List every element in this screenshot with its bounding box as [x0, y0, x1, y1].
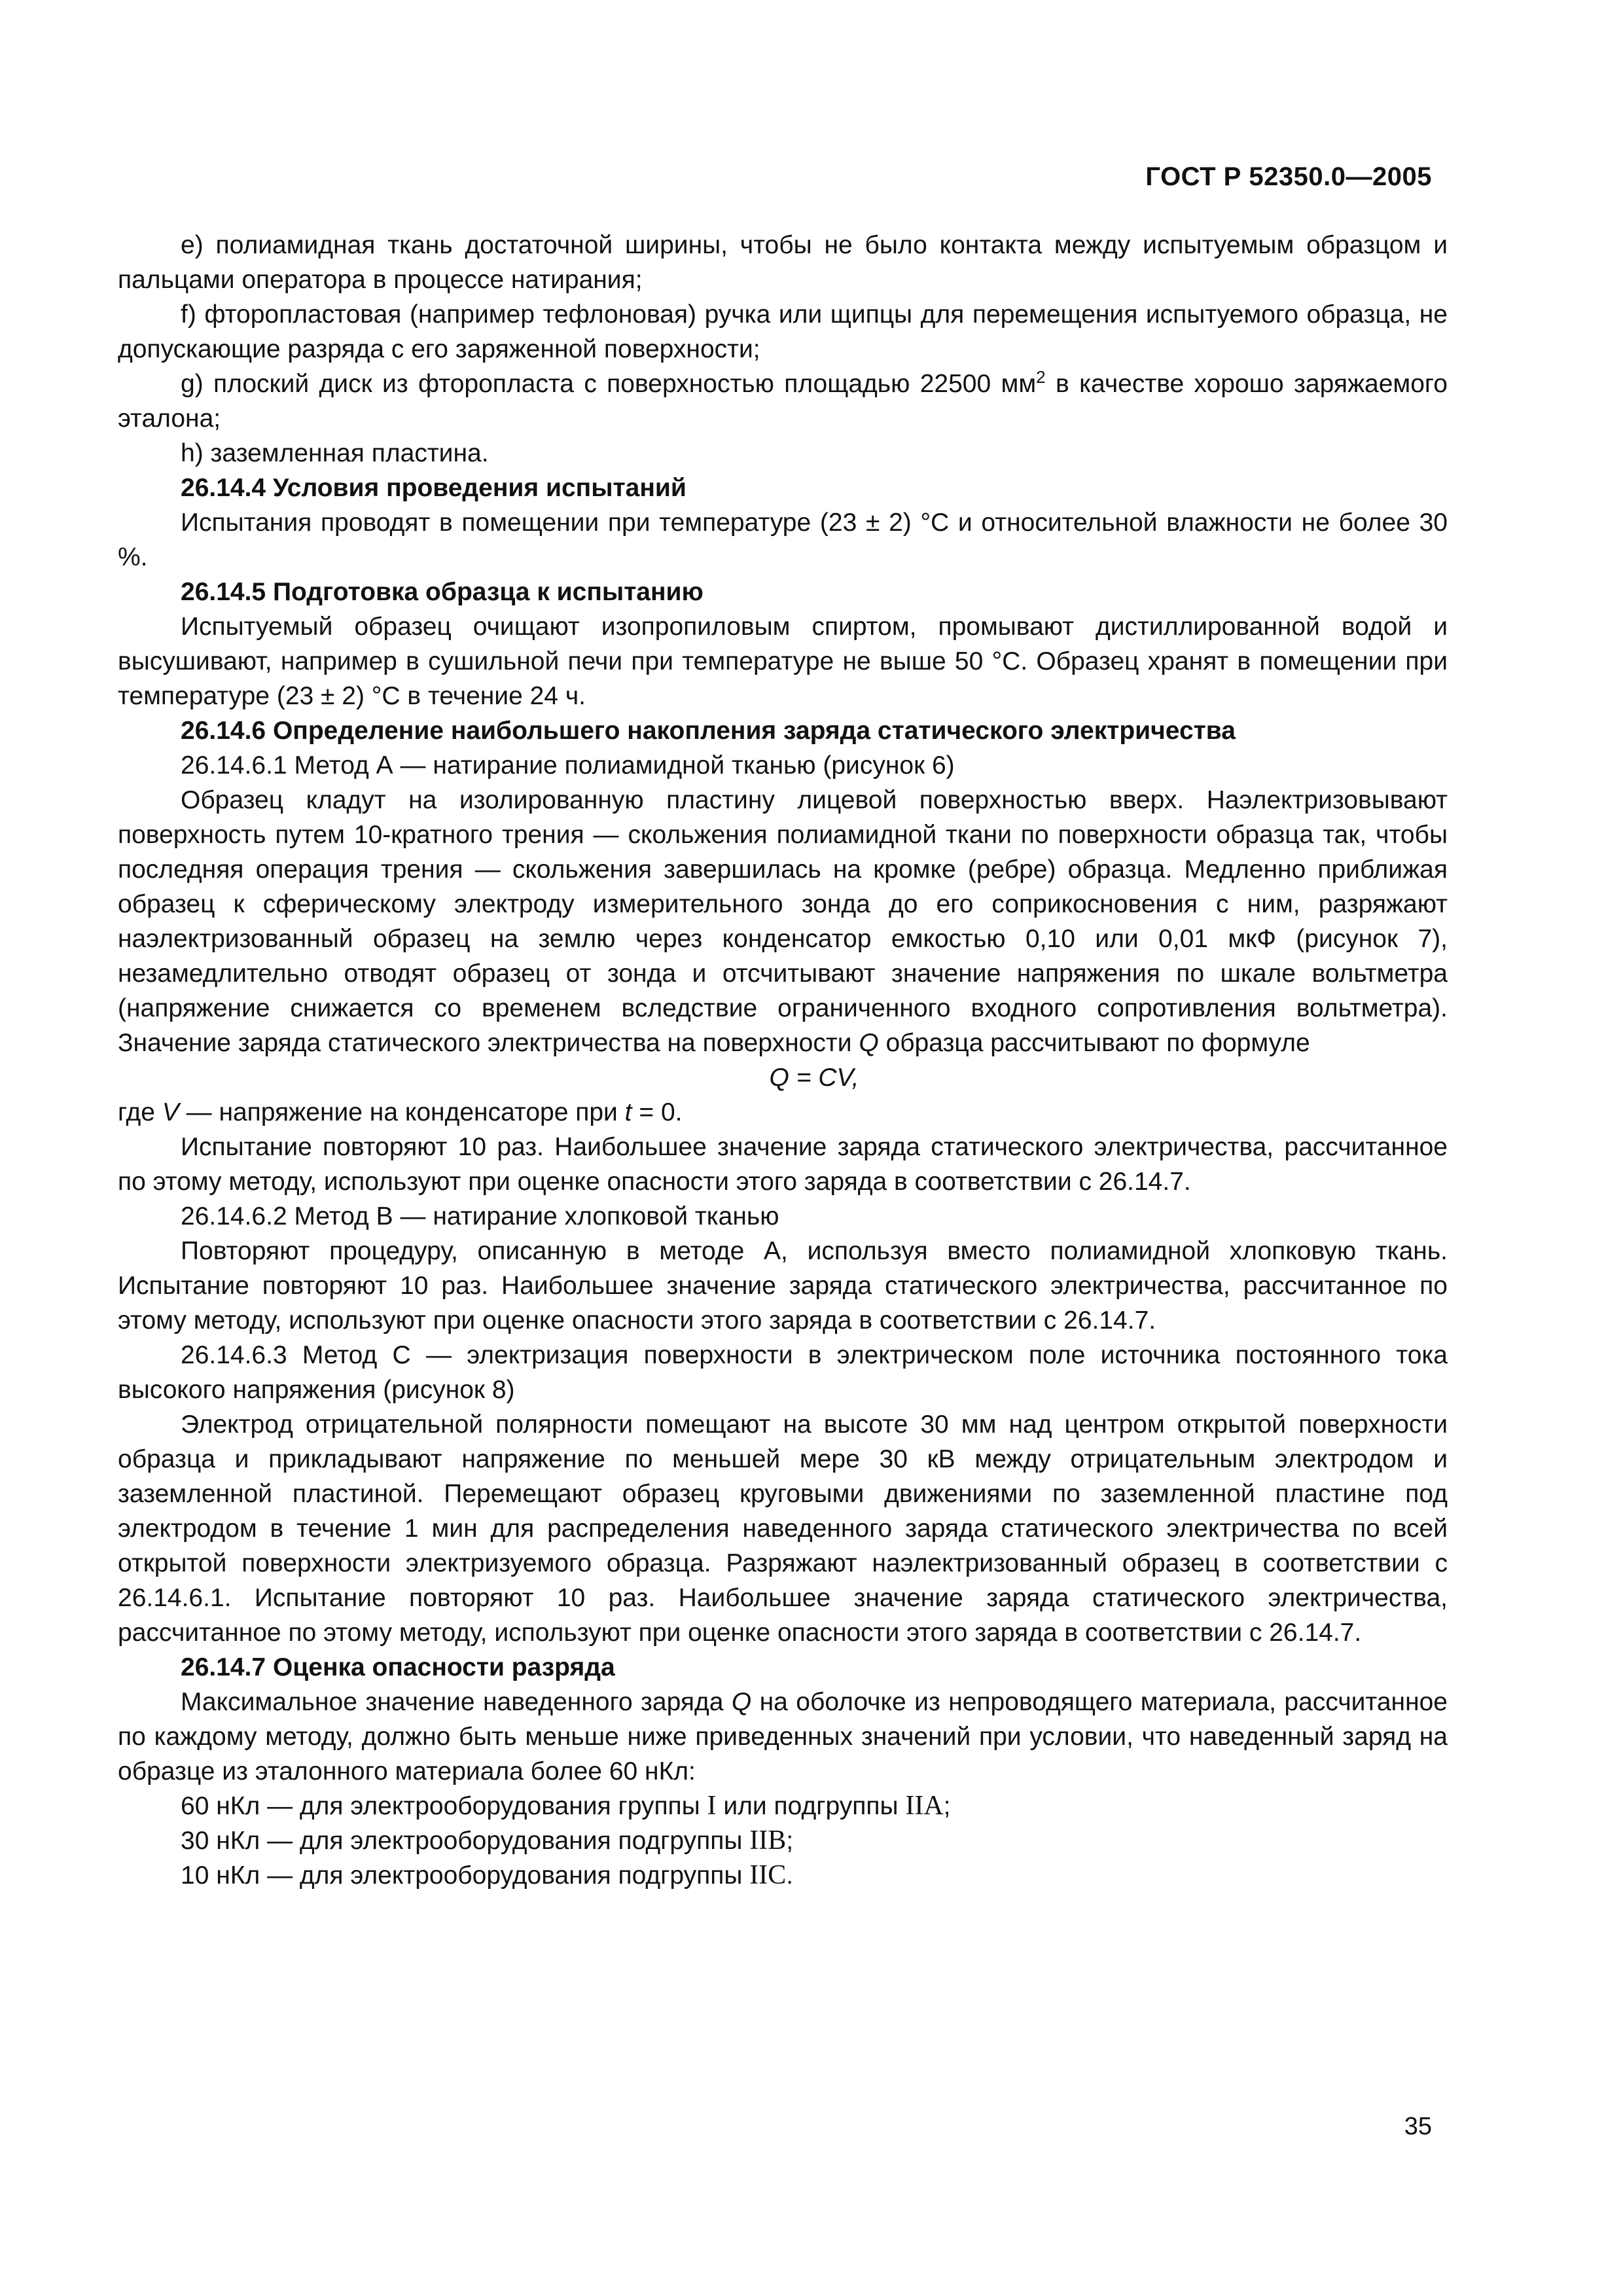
legend-desc: — напряжение на конденсаторе при	[179, 1098, 625, 1126]
section-heading-26-14-4: 26.14.4 Условия проведения испытаний	[181, 474, 687, 502]
variable-t: t	[624, 1098, 632, 1126]
limit-text: 60 нКл — для электрооборудования группы	[181, 1792, 707, 1820]
method-c-title: 26.14.6.3 Метод С — электризация поверхности в электрическом поле источника постоянного тока высокого напряжения (рисунок 8)	[118, 1341, 1448, 1404]
limit-punct: .	[786, 1861, 794, 1890]
section-heading-26-14-5: 26.14.5 Подготовка образца к испытанию	[181, 578, 704, 606]
method-a-title: 26.14.6.1 Метод А — натирание полиамидной тканью (рисунок 6)	[181, 751, 955, 780]
limit-text: 10 нКл — для электрооборудования подгруппы	[181, 1861, 750, 1890]
page-body	[118, 228, 1448, 1893]
formula-legend	[118, 1095, 1448, 1130]
limit-punct: ;	[786, 1827, 794, 1855]
list-item-e: е) полиамидная ткань достаточной ширины, чтобы не было контакта между испытуемым образцом и пальцами оператора в процессе натирания;	[118, 231, 1448, 294]
method-b-text: Повторяют процедуру, описанную в методе А, используя вместо полиамидной хлопковую ткань. Испытание повторяют 10 раз. Наибольшее значение заряда статического электричества, рассчитанное по этому методу, используют при оценке опасности этого заряда в соответствии с 26.14.7.	[118, 1237, 1448, 1335]
legend-where: где	[118, 1098, 162, 1126]
limit-text: 30 нКл — для электрооборудования подгруппы	[181, 1827, 750, 1855]
hazard-text: Максимальное значение наведенного заряда	[181, 1688, 732, 1716]
superscript: 2	[1036, 367, 1046, 387]
paragraph-test-conditions: Испытания проводят в помещении при температуре (23 ± 2) °С и относительной влажности не более 30 %.	[118, 509, 1448, 571]
limit-item-10	[118, 1858, 1448, 1893]
method-a-text-body: Образец кладут на изолированную пластину лицевой поверхностью вверх. Наэлектризовывают поверхность путем 10-кратного трения — скольжения полиамидной ткани по поверхности образца так, чтобы последняя операция трения — скольжения завершилась на кромке (ребре) образца. Медленно приближая образец к сферическому электроду измерительного зонда до его соприкосновения с ним, разряжают наэлектризованный образец на землю через конденсатор емкостью 0,10 или 0,01 мкФ (рисунок 7), незамедлительно отводят образец от зонда и отсчитывают значение напряжения по шкале вольтметра (напряжение снижается со временем вследствие ограниченного входного сопротивления вольтметра). Значение заряда статического электричества на поверхности	[118, 786, 1448, 1057]
method-b-title: 26.14.6.2 Метод В — натирание хлопковой тканью	[181, 1202, 779, 1230]
variable-q: Q	[731, 1688, 752, 1716]
paragraph-sample-preparation: Испытуемый образец очищают изопропиловым спиртом, промывают дистиллированной водой и высушивают, например в сушильной печи при температуре не выше 50 °С. Образец хранят в помещении при температуре (23 ± 2) °С в течение 24 ч.	[118, 613, 1448, 710]
limit-item-30	[118, 1823, 1448, 1858]
limit-item-60	[118, 1789, 1448, 1823]
method-a-text	[118, 783, 1448, 1060]
section-heading-26-14-6: 26.14.6 Определение наибольшего накопления заряда статического электричества	[181, 717, 1236, 745]
method-a-text-end: образца рассчитывают по формуле	[878, 1029, 1310, 1057]
hazard-text-end: на оболочке из непроводящего материала, рассчитанное по каждому методу, должно быть меньше ниже приведенных значений при условии, что наведенный заряд на образце из эталонного материала более 60 нКл:	[118, 1688, 1448, 1785]
variable-q: Q	[859, 1029, 879, 1057]
page-number: 35	[1404, 2113, 1432, 2140]
group-code: IIA	[905, 1791, 944, 1821]
legend-end: = 0.	[632, 1098, 683, 1126]
list-item-h: h) заземленная пластина.	[181, 439, 489, 467]
method-c-text: Электрод отрицательной полярности помещают на высоте 30 мм над центром открытой поверхности образца и прикладывают напряжение по меньшей мере 30 кВ между отрицательным электродом и заземленной пластиной. Перемещают образец круговыми движениями по заземленной пластине под электродом в течение 1 мин для распределения наведенного заряда статического электричества по всей открытой поверхности электризуемого образца. Разряжают наэлектризованный образец в соответствии с 26.14.6.1. Испытание повторяют 10 раз. Наибольшее значение заряда статического электричества, рассчитанное по этому методу, используют при оценке опасности этого заряда в соответствии с 26.14.7.	[118, 1410, 1448, 1647]
list-item-g	[118, 367, 1448, 436]
section-heading-26-14-7: 26.14.7 Оценка опасности разряда	[181, 1653, 615, 1681]
document-header: ГОСТ Р 52350.0—2005	[1145, 162, 1432, 191]
variable-v: V	[162, 1098, 179, 1126]
list-item-f: f) фторопластовая (например тефлоновая) ручка или щипцы для перемещения испытуемого образца, не допускающие разряда с его заряженной поверхности;	[118, 300, 1448, 363]
list-item-g-text: g) плоский диск из фторопласта с поверхностью площадью 22500 мм	[181, 370, 1037, 398]
limit-punct: ;	[943, 1792, 951, 1820]
list-item-g-text-end: в качестве хорошо заряжаемого эталона;	[118, 370, 1448, 433]
group-code: I	[707, 1791, 717, 1821]
group-code: IIC	[749, 1860, 787, 1890]
limit-text: или подгруппы	[716, 1792, 906, 1820]
formula: Q = CV,	[769, 1064, 859, 1092]
method-a-repeat: Испытание повторяют 10 раз. Наибольшее значение заряда статического электричества, рассчитанное по этому методу, используют при оценке опасности этого заряда в соответствии с 26.14.7.	[118, 1133, 1448, 1196]
group-code: IIB	[749, 1825, 787, 1856]
paragraph-hazard-assessment	[118, 1685, 1448, 1789]
